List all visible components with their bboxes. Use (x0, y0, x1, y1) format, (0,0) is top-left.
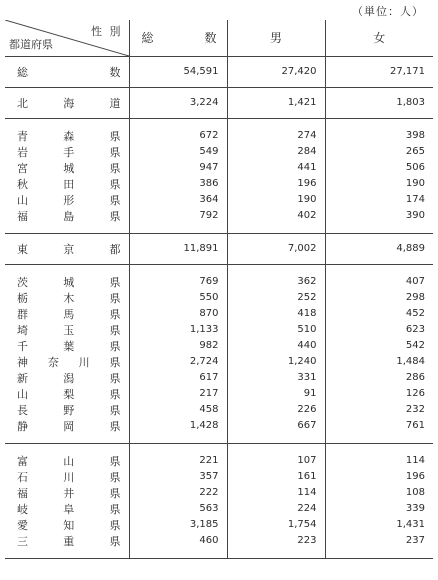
total-cell: 769 (129, 264, 227, 290)
char: 道 (109, 96, 121, 110)
female-cell: 452 (405, 308, 425, 319)
char: 県 (109, 502, 121, 516)
prefecture-name (17, 306, 121, 322)
char: 県 (109, 323, 121, 337)
column-header-total (129, 20, 227, 56)
table-row (5, 469, 433, 485)
char: 森 (63, 129, 75, 143)
prefecture-name-cell (5, 485, 129, 501)
prefecture-name (17, 241, 121, 257)
total-cell: 672 (129, 118, 227, 144)
prefecture-name-cell (5, 322, 129, 338)
char: 福 (17, 209, 28, 223)
char: 木 (63, 291, 75, 305)
total-cell: 386 (129, 176, 227, 192)
male-cell: 331 (227, 370, 325, 386)
female-cell: 1,803 (325, 87, 433, 118)
char: 県 (109, 486, 121, 500)
prefecture-name-cell (5, 290, 129, 306)
char: 県 (109, 387, 121, 401)
total-cell: 617 (129, 370, 227, 386)
char: 静 (17, 419, 28, 433)
total-cell: 982 (129, 338, 227, 354)
char: 県 (109, 518, 121, 532)
char: 潟 (63, 371, 75, 385)
char: 茨 (17, 275, 28, 289)
char: 阜 (63, 502, 75, 516)
prefecture-name-cell (5, 118, 129, 144)
char: 県 (109, 534, 121, 548)
female-cell: 298 (405, 292, 425, 303)
male-cell: 1,754 (227, 517, 325, 533)
female-cell: 108 (405, 487, 425, 498)
char: 県 (109, 193, 121, 207)
char: 形 (63, 193, 75, 207)
table-row (5, 160, 433, 176)
char: 川 (78, 355, 90, 369)
prefecture-name-cell (5, 533, 129, 559)
prefecture-name (17, 354, 121, 370)
female-cell: 1,431 (396, 519, 425, 530)
char: 県 (109, 355, 121, 369)
female-cell: 407 (405, 276, 425, 287)
female-cell: 390 (325, 208, 433, 234)
prefecture-name-cell (5, 87, 129, 118)
prefecture-name (17, 160, 121, 176)
char: 梨 (63, 387, 75, 401)
male-cell: 1,421 (227, 87, 325, 118)
male-cell: 107 (227, 443, 325, 469)
prefecture-name (17, 485, 121, 501)
female-cell: 542 (405, 340, 425, 351)
prefecture-name-cell (5, 176, 129, 192)
male-cell: 226 (227, 402, 325, 418)
prefecture-name (17, 469, 121, 485)
char: 海 (63, 96, 75, 110)
male-cell: 441 (227, 160, 325, 176)
table-row (5, 418, 433, 444)
char: 富 (17, 454, 28, 468)
table-row (5, 402, 433, 418)
male-cell: 196 (227, 176, 325, 192)
prefecture-name (17, 338, 121, 354)
char: 県 (109, 291, 121, 305)
female-cell: 1,484 (396, 356, 425, 367)
female-cell: 196 (405, 471, 425, 482)
char: 石 (17, 470, 28, 484)
female-cell: 286 (405, 372, 425, 383)
char: 東 (17, 242, 28, 256)
prefecture-name (17, 192, 121, 208)
prefecture-name-cell (5, 56, 129, 87)
char: 県 (109, 129, 121, 143)
male-cell: 510 (227, 322, 325, 338)
table-row (5, 443, 433, 469)
char: 県 (109, 145, 121, 159)
char: 群 (17, 307, 28, 321)
char: 県 (109, 403, 121, 417)
male-cell: 223 (227, 533, 325, 559)
table-row (5, 233, 433, 264)
prefecture-name (17, 501, 121, 517)
char: 県 (109, 371, 121, 385)
male-cell: 418 (227, 306, 325, 322)
female-cell: 126 (405, 388, 425, 399)
female-cell: 174 (405, 194, 425, 205)
char: 数 (109, 65, 121, 79)
prefecture-name (17, 290, 121, 306)
prefecture-name-cell (5, 469, 129, 485)
prefecture-name (17, 274, 121, 290)
prefecture-name-cell (5, 306, 129, 322)
prefecture-name (17, 95, 121, 111)
char: 県 (109, 307, 121, 321)
table-row (5, 176, 433, 192)
prefecture-name-cell (5, 144, 129, 160)
char: 神 (17, 355, 28, 369)
table-row (5, 354, 433, 370)
table-row (5, 501, 433, 517)
male-cell: 91 (227, 386, 325, 402)
char: 新 (17, 371, 28, 385)
prefecture-name-cell (5, 160, 129, 176)
table-row (5, 87, 433, 118)
table-row (5, 306, 433, 322)
table-row (5, 386, 433, 402)
prefecture-name-cell (5, 443, 129, 469)
char: 山 (17, 193, 28, 207)
population-table (5, 20, 433, 559)
char: 岐 (17, 502, 28, 516)
char: 井 (63, 486, 75, 500)
prefecture-name (17, 517, 121, 533)
female-cell: 506 (405, 162, 425, 173)
char: 京 (63, 242, 75, 256)
header-row (5, 20, 433, 56)
char: 県 (109, 275, 121, 289)
char: 城 (63, 275, 75, 289)
char: 栃 (17, 291, 28, 305)
char: 玉 (63, 323, 75, 337)
prefecture-name (17, 64, 121, 80)
female-cell: 114 (405, 455, 425, 466)
prefecture-name (17, 144, 121, 160)
prefecture-name-cell (5, 233, 129, 264)
male-cell: 224 (227, 501, 325, 517)
corner-label-prefecture: 都道府県 (9, 37, 53, 51)
prefecture-name-cell (5, 517, 129, 533)
male-cell: 7,002 (227, 233, 325, 264)
total-cell: 364 (129, 192, 227, 208)
prefecture-name-cell (5, 501, 129, 517)
female-cell: 398 (405, 130, 425, 141)
char: 県 (109, 470, 121, 484)
total-cell: 1,133 (129, 322, 227, 338)
prefecture-name (17, 322, 121, 338)
column-header-total-label (130, 29, 227, 46)
total-cell: 563 (129, 501, 227, 517)
male-cell: 161 (227, 469, 325, 485)
prefecture-name-cell (5, 370, 129, 386)
char: 県 (109, 177, 121, 191)
corner-label-sex: 性 別 (91, 25, 123, 38)
table-row (5, 533, 433, 559)
male-cell: 114 (227, 485, 325, 501)
char: 県 (109, 161, 121, 175)
total-cell: 3,224 (129, 87, 227, 118)
char: 川 (63, 470, 75, 484)
total-cell: 549 (129, 144, 227, 160)
char: 島 (63, 209, 75, 223)
total-cell: 221 (129, 443, 227, 469)
female-cell: 190 (405, 178, 425, 189)
prefecture-name-cell (5, 418, 129, 444)
prefecture-name-cell (5, 354, 129, 370)
prefecture-name-cell (5, 402, 129, 418)
char: 岡 (63, 419, 75, 433)
char: 葉 (63, 339, 75, 353)
prefecture-name-cell (5, 208, 129, 234)
prefecture-name (17, 418, 121, 434)
prefecture-name-cell (5, 192, 129, 208)
corner-header-cell (5, 20, 129, 56)
prefecture-name-cell (5, 264, 129, 290)
total-cell: 550 (129, 290, 227, 306)
total-cell: 460 (129, 533, 227, 559)
total-cell: 11,891 (129, 233, 227, 264)
male-cell: 274 (227, 118, 325, 144)
char: 千 (17, 339, 28, 353)
char: 北 (17, 96, 28, 110)
total-cell: 357 (129, 469, 227, 485)
prefecture-name (17, 386, 121, 402)
char: 総 (17, 65, 28, 79)
total-cell: 792 (129, 208, 227, 234)
char: 県 (109, 339, 121, 353)
table-row (5, 264, 433, 290)
char: 県 (109, 454, 121, 468)
table-row (5, 338, 433, 354)
char: 野 (63, 403, 75, 417)
char: 田 (63, 177, 75, 191)
char: 福 (17, 486, 28, 500)
total-cell: 217 (129, 386, 227, 402)
male-cell: 362 (227, 264, 325, 290)
prefecture-name-cell (5, 338, 129, 354)
prefecture-name (17, 128, 121, 144)
table-row (5, 485, 433, 501)
male-cell: 284 (227, 144, 325, 160)
male-cell: 440 (227, 338, 325, 354)
female-cell: 232 (405, 404, 425, 415)
char: 秋 (17, 177, 28, 191)
male-cell: 252 (227, 290, 325, 306)
prefecture-name-cell (5, 386, 129, 402)
char: 都 (109, 242, 121, 256)
male-cell: 667 (227, 418, 325, 444)
prefecture-name (17, 208, 121, 224)
char: 手 (63, 145, 75, 159)
char: 総 (141, 31, 154, 46)
char: 馬 (63, 307, 75, 321)
char: 長 (17, 403, 28, 417)
total-cell: 54,591 (129, 56, 227, 87)
total-cell: 458 (129, 402, 227, 418)
column-header-female: 女 (325, 20, 433, 56)
char: 重 (63, 534, 75, 548)
table-row (5, 322, 433, 338)
total-cell: 947 (129, 160, 227, 176)
table-row (5, 118, 433, 144)
total-cell: 2,724 (129, 354, 227, 370)
table-row (5, 517, 433, 533)
total-cell: 1,428 (129, 418, 227, 444)
total-cell: 3,185 (129, 517, 227, 533)
char: 県 (109, 209, 121, 223)
prefecture-name (17, 370, 121, 386)
female-cell: 265 (405, 146, 425, 157)
table-row (5, 208, 433, 234)
prefecture-name (17, 176, 121, 192)
prefecture-name (17, 453, 121, 469)
male-cell: 402 (227, 208, 325, 234)
female-cell: 761 (325, 418, 433, 444)
total-cell: 870 (129, 306, 227, 322)
female-cell: 237 (325, 533, 433, 559)
char: 三 (17, 534, 28, 548)
total-cell: 222 (129, 485, 227, 501)
table-row (5, 370, 433, 386)
char: 青 (17, 129, 28, 143)
column-header-male: 男 (227, 20, 325, 56)
char: 山 (63, 454, 75, 468)
char: 岩 (17, 145, 28, 159)
char: 数 (204, 31, 217, 46)
table-row (5, 290, 433, 306)
table-body (5, 56, 433, 558)
char: 知 (63, 518, 75, 532)
female-cell: 623 (405, 324, 425, 335)
char: 埼 (17, 323, 28, 337)
table-row (5, 144, 433, 160)
prefecture-name (17, 533, 121, 549)
male-cell: 27,420 (227, 56, 325, 87)
female-cell: 339 (405, 503, 425, 514)
prefecture-name (17, 402, 121, 418)
char: 城 (63, 161, 75, 175)
char: 山 (17, 387, 28, 401)
unit-note: （単位：人） (352, 5, 424, 18)
female-cell: 27,171 (325, 56, 433, 87)
char: 県 (109, 419, 121, 433)
male-cell: 190 (227, 192, 325, 208)
char: 愛 (17, 518, 28, 532)
table-row (5, 56, 433, 87)
female-cell: 4,889 (325, 233, 433, 264)
char: 宮 (17, 161, 28, 175)
table-row (5, 192, 433, 208)
char: 奈 (47, 355, 59, 369)
male-cell: 1,240 (227, 354, 325, 370)
